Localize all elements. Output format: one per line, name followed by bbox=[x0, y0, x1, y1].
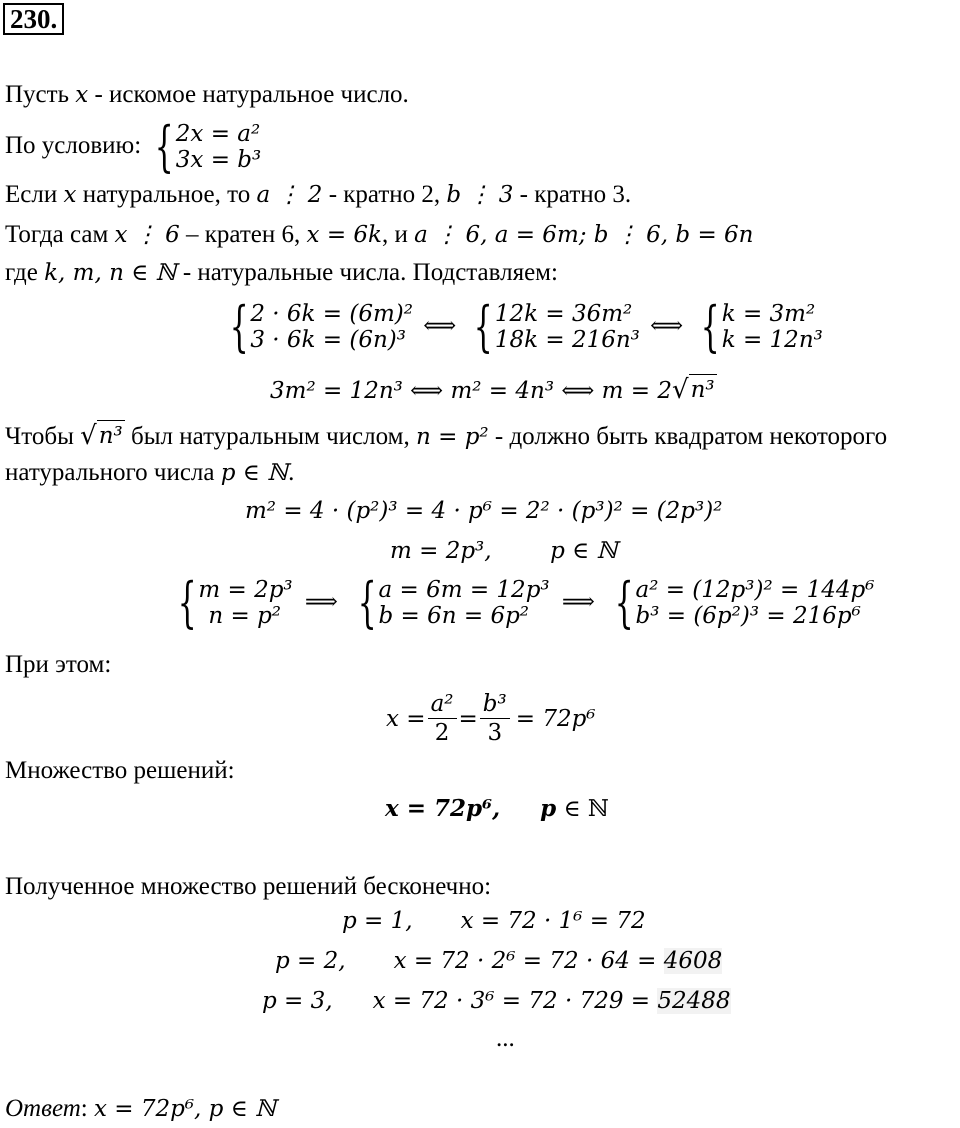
systems-row-1: { 2 · 6k = (6m)² 3 · 6k = (6n)³ ⟺ { 12k = 36m² 18k = 216n³ ⟺ { k = 3m² k = 12n³ bbox=[222, 296, 823, 356]
text-line-9: Множество решений: bbox=[5, 757, 235, 784]
problem-number: 230. bbox=[3, 3, 64, 35]
system-d: { m = 2p³ n = p² bbox=[177, 571, 293, 635]
answer-line: Ответ: x = 72p⁶, p ∈ ℕ bbox=[5, 1095, 277, 1122]
text-line-1: Пусть x - искомое натуральное число. bbox=[5, 81, 409, 108]
system-f: { a² = (12p³)² = 144p⁶ b³ = (6p²)³ = 216p⁶ bbox=[614, 571, 875, 635]
text-line-6: Чтобы √ n³ был натуральным числом, n = p² - должно быть квадратом некоторого bbox=[5, 421, 888, 451]
text-line-8: При этом: bbox=[5, 651, 112, 678]
system-b: { 12k = 36m² 18k = 216n³ bbox=[474, 295, 640, 359]
solution-set: x = 72p⁶, p ∈ ℕ bbox=[385, 795, 609, 822]
system-a: { 2 · 6k = (6m)² 3 · 6k = (6n)³ bbox=[229, 295, 413, 359]
equation-m-squared: m² = 4 · (p²)³ = 4 · p⁶ = 2² · (p³)² = (2p³)² bbox=[245, 498, 723, 524]
system-condition: { 2x = a² 3x = b³ bbox=[155, 115, 262, 179]
text-line-7: натурального числа p ∈ ℕ. bbox=[5, 459, 295, 486]
example-row-1: p = 1, x = 72 · 1⁶ = 72 bbox=[342, 908, 646, 934]
example-row-2: p = 2, x = 72 · 2⁶ = 72 · 64 = 4608 bbox=[275, 948, 723, 974]
text-line-4: Тогда сам x ⋮ 6 – кратен 6, x = 6k, и a ⋮ 6, a = 6m; b ⋮ 6, b = 6n bbox=[5, 221, 754, 248]
text-line-3: Если x натуральное, то a ⋮ 2 - кратно 2, b ⋮ 3 - кратно 3. bbox=[5, 181, 632, 208]
condition-line: По условию: { 2x = a² 3x = b³ bbox=[5, 115, 262, 179]
system-c: { k = 3m² k = 12n³ bbox=[701, 295, 823, 359]
systems-row-2: { m = 2p³ n = p² ⟹ { a = 6m = 12p³ b = 6n = 6p² ⟹ { a² = (12p³)² = 144p⁶ b³ = (6p²)³ = 216p⁶ bbox=[170, 572, 874, 632]
example-row-3: p = 3, x = 72 · 3⁶ = 72 · 729 = 52488 bbox=[262, 988, 731, 1014]
ellipsis: ... bbox=[496, 1025, 515, 1052]
equation-m-p: m = 2p³, p ∈ ℕ bbox=[390, 538, 618, 564]
text-line-5: где k, m, n ∈ ℕ - натуральные числа. Подставляем: bbox=[5, 259, 558, 286]
highlight-4608: 4608 bbox=[663, 948, 723, 974]
system-e: { a = 6m = 12p³ b = 6n = 6p² bbox=[357, 571, 550, 635]
equation-x: x = $\frac{\text{a²}}{2}$ = $\frac{\text{b³}}{3}$ = 72p⁶ bbox=[386, 691, 596, 746]
highlight-52488: 52488 bbox=[657, 988, 731, 1014]
text-line-10: Полученное множество решений бесконечно: bbox=[5, 873, 492, 900]
equation-m: 3m² = 12n³ ⟺ m² = 4n³ ⟺ m = 2 √ n³ bbox=[270, 375, 715, 405]
